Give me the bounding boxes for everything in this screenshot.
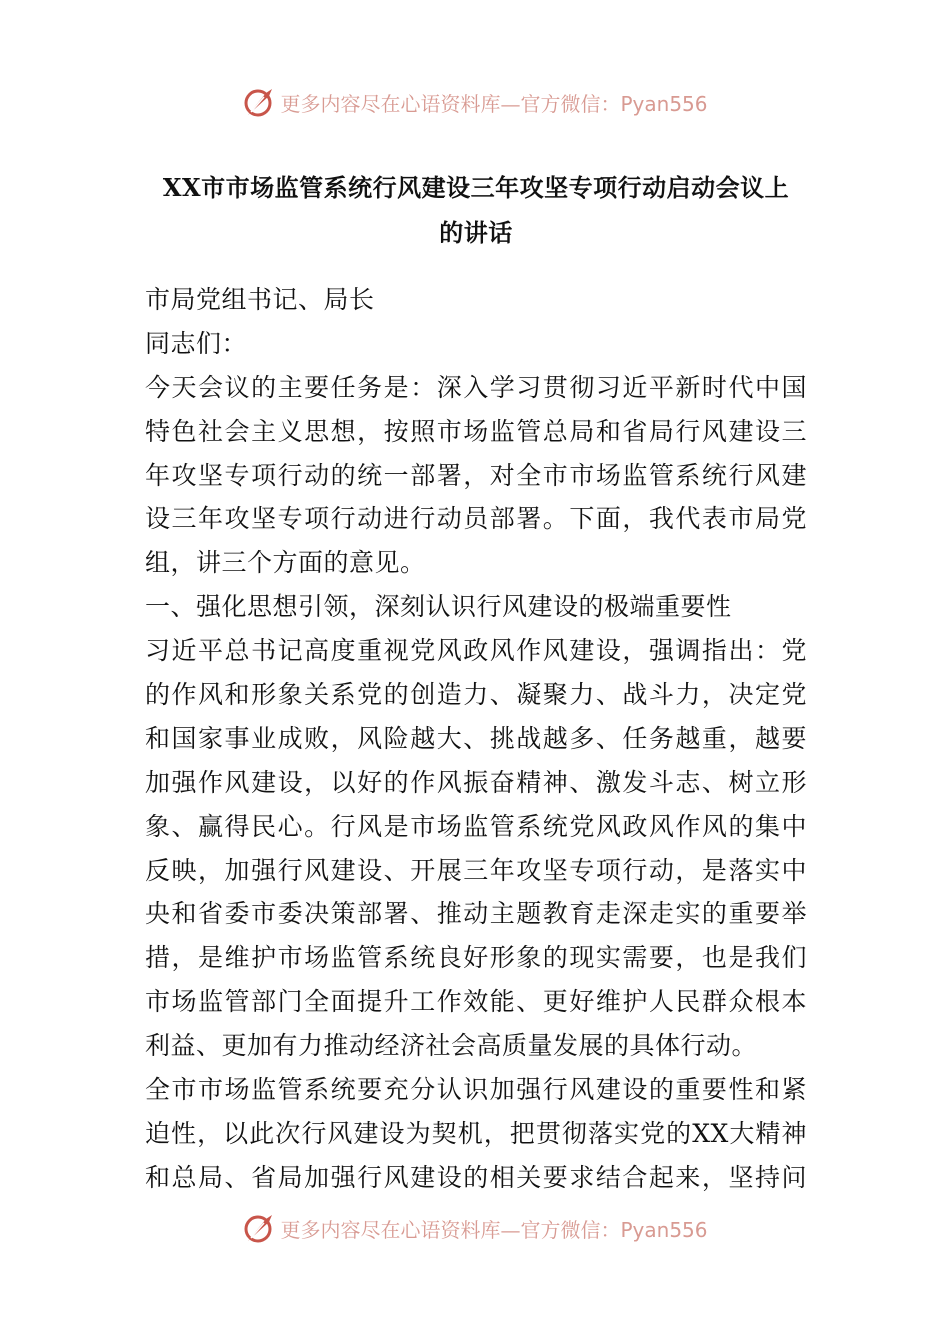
header-watermark-banner — [0, 82, 950, 122]
wechat-id: Pyan556 — [620, 1217, 708, 1242]
text-line: 加强作风建设，以好的作风振奋精神、激发斗志、树立形 — [145, 767, 807, 797]
section-heading: 一、强化思想引领，深刻认识行风建设的极端重要性 — [145, 592, 732, 622]
text-line: 设三年攻坚专项行动进行动员部署。下面，我代表市局党 — [145, 504, 807, 534]
page-title — [145, 165, 807, 255]
quill-pen-logo-icon — [242, 1211, 276, 1245]
footer-watermark-banner — [0, 1208, 950, 1248]
watermark-label: 更多内容尽在心语资料库—官方微信： — [280, 1217, 621, 1242]
watermark-text — [280, 88, 707, 117]
text-line: 措，是维护市场监管系统良好形象的现实需要，也是我们 — [145, 943, 807, 973]
text-line: 特色社会主义思想，按照市场监管总局和省局行风建设三 — [145, 416, 807, 446]
text-line: 迫性，以此次行风建设为契机，把贯彻落实党的XX大精神 — [145, 1118, 807, 1148]
salutation-line: 同志们： — [145, 328, 248, 358]
text-line: 的作风和形象关系党的创造力、凝聚力、战斗力，决定党 — [145, 680, 807, 710]
title-line-1: XX市市场监管系统行风建设三年攻坚专项行动启动会议上 — [162, 173, 790, 202]
text-line: 组，讲三个方面的意见。 — [145, 548, 426, 578]
text-line: 今天会议的主要任务是：深入学习贯彻习近平新时代中国 — [145, 372, 807, 402]
title-line-2: 的讲话 — [439, 218, 513, 247]
text-line: 和国家事业成败，风险越大、挑战越多、任务越重，越要 — [145, 723, 807, 753]
text-line: 全市市场监管系统要充分认识加强行风建设的重要性和紧 — [145, 1075, 807, 1105]
text-line: 利益、更加有力推动经济社会高质量发展的具体行动。 — [145, 1031, 758, 1061]
text-line: 年攻坚专项行动的统一部署，对全市市场监管系统行风建 — [145, 460, 807, 490]
document-body — [145, 278, 807, 1200]
text-line: 象、赢得民心。行风是市场监管系统党风政风作风的集中 — [145, 811, 807, 841]
text-line: 和总局、省局加强行风建设的相关要求结合起来，坚持问 — [145, 1162, 807, 1192]
text-line: 央和省委市委决策部署、推动主题教育走深走实的重要举 — [145, 899, 807, 929]
author-line: 市局党组书记、局长 — [145, 285, 375, 314]
text-line: 习近平总书记高度重视党风政风作风建设，强调指出：党 — [145, 636, 807, 666]
watermark-text — [280, 1214, 707, 1243]
text-line: 反映，加强行风建设、开展三年攻坚专项行动，是落实中 — [145, 855, 807, 885]
wechat-id: Pyan556 — [620, 91, 708, 116]
text-line: 市场监管部门全面提升工作效能、更好维护人民群众根本 — [145, 987, 807, 1017]
quill-pen-logo-icon — [242, 85, 276, 119]
watermark-label: 更多内容尽在心语资料库—官方微信： — [280, 91, 621, 116]
